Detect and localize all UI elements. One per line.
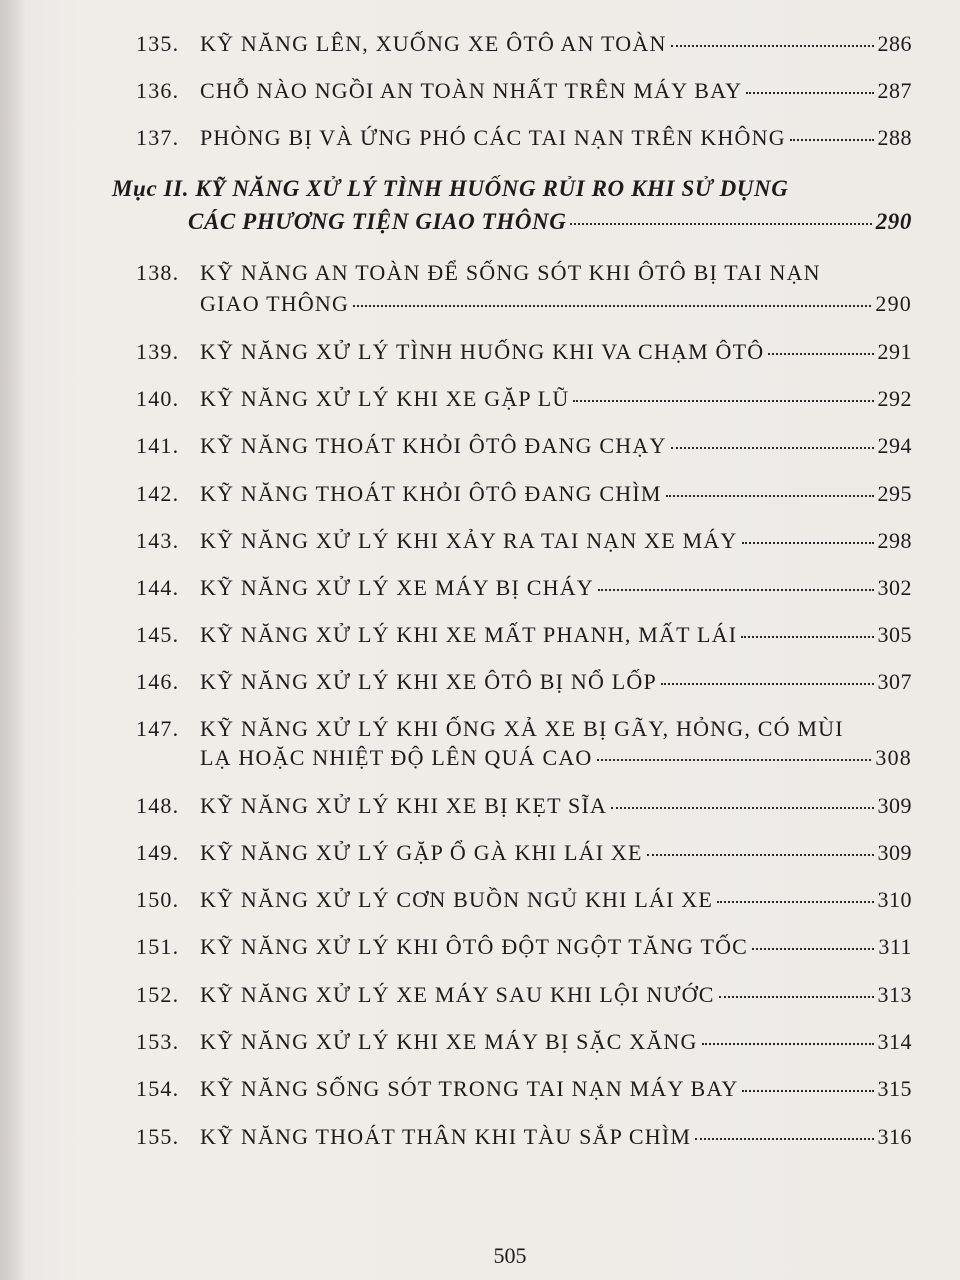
toc-entry-155: [136, 1126, 912, 1148]
entry-number: 136.: [136, 78, 180, 103]
entry-page: 309: [877, 793, 912, 818]
toc-entry-153: [136, 1031, 912, 1053]
entry-page: 315: [877, 1076, 912, 1101]
entry-number: 149.: [136, 840, 180, 865]
dot-leader: [746, 92, 873, 94]
entry-title: KỸ NĂNG XỬ LÝ KHI XE BỊ KẸT SĨA: [200, 793, 608, 818]
entry-title: KỸ NĂNG THOÁT THÂN KHI TÀU SẮP CHÌM: [200, 1124, 692, 1149]
entry-title: KỸ NĂNG XỬ LÝ KHI XE ÔTÔ BỊ NỔ LỐP: [200, 669, 657, 694]
section-heading: Mục II. KỸ NĂNG XỬ LÝ TÌNH HUỐNG RỦI RO KHI SỬ DỤNG: [112, 176, 789, 201]
entry-page: 298: [877, 528, 912, 553]
entry-title: KỸ NĂNG XỬ LÝ XE MÁY SAU KHI LỘI NƯỚC: [200, 982, 715, 1007]
entry-number: 137.: [136, 125, 180, 150]
dot-leader: [611, 807, 873, 809]
entry-title: CHỖ NÀO NGỒI AN TOÀN NHẤT TRÊN MÁY BAY: [200, 78, 743, 103]
entry-number: 138.: [136, 260, 180, 285]
entry-page: 313: [877, 982, 912, 1007]
entry-page: 309: [877, 840, 912, 865]
toc-entry-148: [136, 795, 912, 817]
entry-page: 290: [875, 291, 912, 316]
entry-number: 147.: [136, 716, 180, 741]
dot-leader: [790, 139, 874, 141]
entry-title: KỸ NĂNG LÊN, XUỐNG XE ÔTÔ AN TOÀN: [200, 31, 667, 56]
toc-entry-147-continued: [200, 747, 912, 769]
toc-entry-138: [136, 262, 821, 284]
entry-title-line1: KỸ NĂNG AN TOÀN ĐỂ SỐNG SÓT KHI ÔTÔ BỊ TAI NẠN: [200, 260, 821, 285]
entry-page: 307: [877, 669, 912, 694]
entry-number: 150.: [136, 887, 180, 912]
dot-leader: [671, 447, 874, 449]
dot-leader: [597, 759, 872, 761]
entry-page: 314: [877, 1029, 912, 1054]
entry-number: 145.: [136, 622, 180, 647]
section-page: 290: [875, 209, 912, 234]
entry-title-line1: KỸ NĂNG XỬ LÝ KHI ỐNG XẢ XE BỊ GÃY, HỎNG, CÓ MÙI: [200, 716, 844, 741]
entry-number: 141.: [136, 433, 180, 458]
entry-page: 302: [877, 575, 912, 600]
toc-entry-137: [136, 127, 912, 149]
entry-title: KỸ NĂNG XỬ LÝ KHI XE GẶP LŨ: [200, 386, 570, 411]
entry-page: 294: [877, 433, 912, 458]
toc-entry-141: [136, 435, 912, 457]
entry-number: 153.: [136, 1029, 180, 1054]
entry-page: 311: [878, 934, 912, 959]
dot-leader: [702, 1043, 874, 1045]
toc-entry-140: [136, 388, 912, 410]
entry-page: 287: [877, 78, 912, 103]
dot-leader: [752, 948, 874, 950]
entry-number: 142.: [136, 481, 180, 506]
toc-entry-144: [136, 577, 912, 599]
entry-number: 140.: [136, 386, 180, 411]
entry-page: 288: [877, 125, 912, 150]
entry-page: 286: [877, 31, 912, 56]
dot-leader: [570, 223, 871, 225]
entry-title: KỸ NĂNG SỐNG SÓT TRONG TAI NẠN MÁY BAY: [200, 1076, 739, 1101]
toc-entry-152: [136, 984, 912, 1006]
entry-number: 151.: [136, 934, 180, 959]
entry-title: KỸ NĂNG XỬ LÝ KHI ÔTÔ ĐỘT NGỘT TĂNG TỐC: [200, 934, 749, 959]
entry-number: 148.: [136, 793, 180, 818]
dot-leader: [741, 636, 873, 638]
toc-entry-146: [136, 671, 912, 693]
dot-leader: [661, 683, 874, 685]
dot-leader: [573, 400, 873, 402]
toc-entry-142: [136, 483, 912, 505]
entry-title: KỸ NĂNG XỬ LÝ GẶP Ổ GÀ KHI LÁI XE: [200, 840, 643, 865]
section-heading-line2: CÁC PHƯƠNG TIỆN GIAO THÔNG: [188, 209, 567, 234]
dot-leader: [647, 854, 874, 856]
toc-entry-147: [136, 718, 844, 740]
entry-title: KỸ NĂNG THOÁT KHỎI ÔTÔ ĐANG CHẠY: [200, 433, 667, 458]
entry-page: 292: [877, 386, 912, 411]
entry-page: 295: [877, 481, 912, 506]
entry-title: KỸ NĂNG XỬ LÝ TÌNH HUỐNG KHI VA CHẠM ÔTÔ: [200, 339, 765, 364]
dot-leader: [717, 901, 873, 903]
dot-leader: [742, 1090, 873, 1092]
entry-number: 146.: [136, 669, 180, 694]
toc-entry-150: [136, 889, 912, 911]
dot-leader: [695, 1138, 873, 1140]
entry-title: KỸ NĂNG XỬ LÝ KHI XE MẤT PHANH, MẤT LÁI: [200, 622, 738, 647]
entry-title: KỸ NĂNG XỬ LÝ KHI XE MÁY BỊ SẶC XĂNG: [200, 1029, 698, 1054]
entry-title-line2: LẠ HOẶC NHIỆT ĐỘ LÊN QUÁ CAO: [200, 745, 593, 770]
dot-leader: [768, 353, 873, 355]
entry-title: PHÒNG BỊ VÀ ỨNG PHÓ CÁC TAI NẠN TRÊN KHÔNG: [200, 125, 786, 150]
entry-page: 316: [877, 1124, 912, 1149]
toc-entry-145: [136, 624, 912, 646]
dot-leader: [353, 305, 871, 307]
entry-number: 154.: [136, 1076, 180, 1101]
toc-entry-136: [136, 80, 912, 102]
entry-title-line2: GIAO THÔNG: [200, 291, 350, 316]
section-heading-continued: [188, 210, 912, 233]
dot-leader: [598, 589, 874, 591]
entry-number: 139.: [136, 339, 180, 364]
toc-entry-139: [136, 341, 912, 363]
entry-page: 308: [875, 745, 912, 770]
entry-number: 152.: [136, 982, 180, 1007]
entry-page: 310: [877, 887, 912, 912]
toc-entry-143: [136, 530, 912, 552]
dot-leader: [719, 996, 874, 998]
entry-number: 144.: [136, 575, 180, 600]
entry-title: KỸ NĂNG XỬ LÝ CƠN BUỒN NGỦ KHI LÁI XE: [200, 887, 714, 912]
entry-page: 305: [877, 622, 912, 647]
dot-leader: [671, 45, 874, 47]
entry-title: KỸ NĂNG XỬ LÝ XE MÁY BỊ CHÁY: [200, 575, 594, 600]
toc-entry-149: [136, 842, 912, 864]
toc-entry-135: [136, 33, 912, 55]
entry-title: KỸ NĂNG THOÁT KHỎI ÔTÔ ĐANG CHÌM: [200, 481, 662, 506]
toc-entry-154: [136, 1078, 912, 1100]
page-number: 505: [493, 1243, 527, 1268]
dot-leader: [742, 542, 874, 544]
entry-page: 291: [877, 339, 912, 364]
entry-number: 155.: [136, 1124, 180, 1149]
toc-entry-151: [136, 936, 912, 958]
dot-leader: [666, 495, 874, 497]
entry-number: 143.: [136, 528, 180, 553]
toc-entry-138-continued: [200, 293, 912, 315]
entry-number: 135.: [136, 31, 180, 56]
entry-title: KỸ NĂNG XỬ LÝ KHI XẢY RA TAI NẠN XE MÁY: [200, 528, 738, 553]
